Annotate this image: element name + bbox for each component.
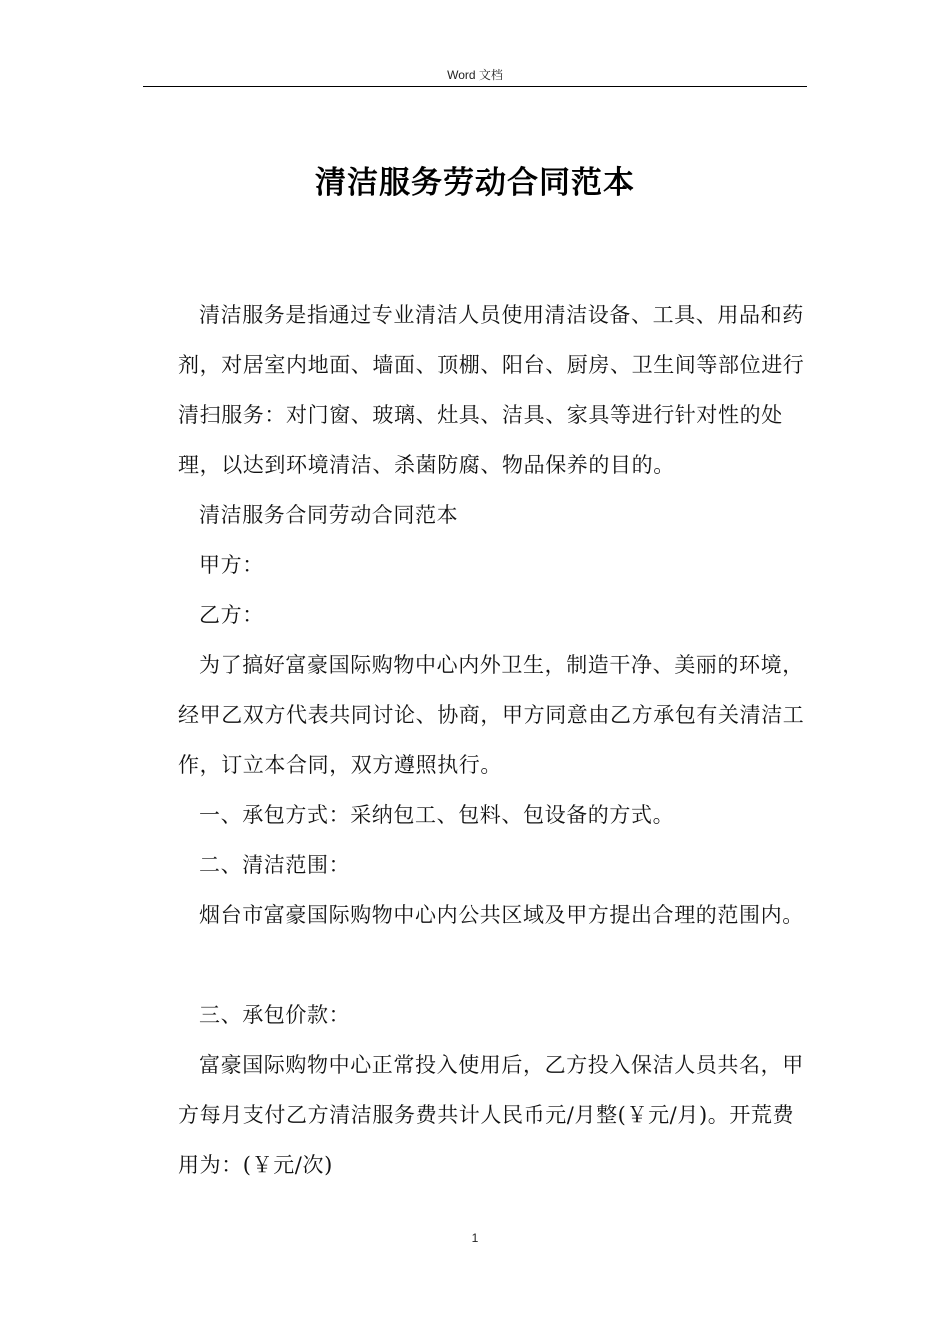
paragraph-clause-3: 三、承包价款： xyxy=(199,1003,351,1027)
paragraph-party-b: 乙方： xyxy=(199,603,264,627)
paragraph-scope: 烟台市富豪国际购物中心内公共区域及甲方提出合理的范围内。 xyxy=(199,903,804,927)
paragraph-intro: 清洁服务是指通过专业清洁人员使用清洁设备、工具、用品和药剂，对居室内地面、墙面、顶棚、阳台、厨房、卫生间等部位进行清扫服务：对门窗、玻璃、灶具、洁具、家具等进行针对性的处理，以达到环境清洁、杀菌防腐、物品保养的目的。 xyxy=(178,303,805,477)
paragraph-contract-name: 清洁服务合同劳动合同范本 xyxy=(199,503,459,527)
header-rule xyxy=(143,86,807,87)
paragraph-purpose: 为了搞好富豪国际购物中心内外卫生，制造干净、美丽的环境，经甲乙双方代表共同讨论、协商，甲方同意由乙方承包有关清洁工作，订立本合同，双方遵照执行。 xyxy=(178,653,805,777)
paragraph-party-a: 甲方： xyxy=(199,553,264,577)
document-title: 清洁服务劳动合同范本 xyxy=(315,165,635,201)
page-number: 1 xyxy=(471,1231,479,1245)
paragraph-clause-2: 二、清洁范围： xyxy=(199,853,351,877)
document-body xyxy=(178,290,808,1190)
paragraph-clause-1: 一、承包方式：采纳包工、包料、包设备的方式。 xyxy=(199,803,675,827)
page-header: Word 文档 xyxy=(447,68,503,82)
paragraph-price: 富豪国际购物中心正常投入使用后，乙方投入保洁人员共名，甲方每月支付乙方清洁服务费共计人民币元/月整(￥元/月)。开荒费用为：(￥元/次) xyxy=(178,1053,804,1177)
